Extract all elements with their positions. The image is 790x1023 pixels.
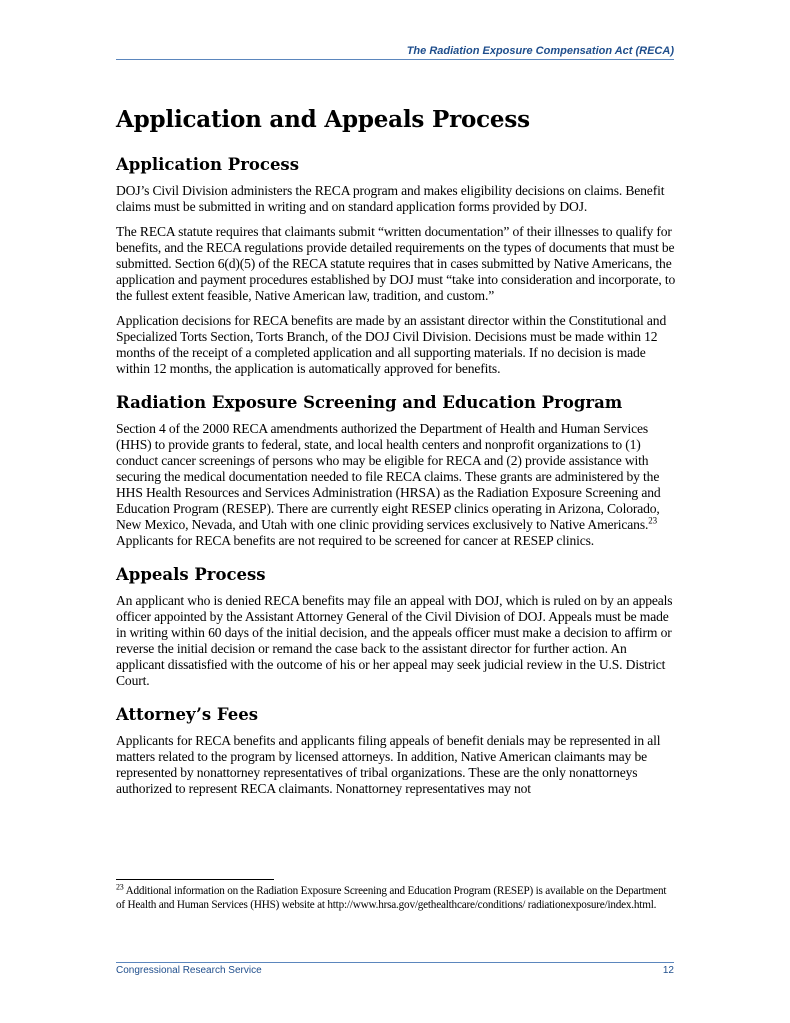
footnote-number: 23 [116, 882, 124, 892]
paragraph-text: Applicants for RECA benefits are not required to be screened for cancer at RESEP clinics. [116, 533, 595, 548]
section-heading-resep: Radiation Exposure Screening and Education Program [116, 393, 623, 412]
footnote-rule [116, 879, 274, 880]
paragraph: Application decisions for RECA benefits are made by an assistant director within the Constitutional and Specialized Torts Section, Torts Branch, of the DOJ Civil Division. Decisions must be made within 12 months of the receipt of a completed application and all supporting materials. If no decision is made within 12 months, the application is automatically approved for benefits. [116, 313, 667, 376]
page-title: Application and Appeals Process [116, 106, 530, 133]
footnote-text: Additional information on the Radiation Exposure Screening and Education Program (RESEP) is available on the Department of Health and Human Services (HHS) website at http://www.hrsa.gov/gethealthcare/conditions/ radiationexposure/index.html. [116, 885, 667, 911]
footnote-reference[interactable]: 23 [648, 515, 657, 526]
paragraph [116, 421, 676, 549]
main-content [116, 106, 676, 806]
footer-rule [116, 962, 674, 963]
page-number: 12 [662, 965, 674, 976]
section-heading-application: Application Process [116, 155, 300, 174]
paragraph: Applicants for RECA benefits and applicants filing appeals of benefit denials may be represented in all matters related to the program by licensed attorneys. In addition, Native American claimants may be represented by nonattorney representatives of tribal organizations. These are the only nonattorneys authorized to represent RECA claimants. Nonattorney representatives may not [116, 733, 661, 796]
footer-publisher: Congressional Research Service [116, 965, 262, 976]
paragraph: DOJ’s Civil Division administers the RECA program and makes eligibility decisions on claims. Benefit claims must be submitted in writing and on standard application forms provided by DOJ. [116, 183, 665, 214]
paragraph-text: Section 4 of the 2000 RECA amendments authorized the Department of Health and Human Services (HHS) to provide grants to federal, state, and local health centers and nonprofit organizations to (1) conduct cancer screenings of persons who may be eligible for RECA and (2) provide assistance with securing the medical documentation needed to file RECA claims. These grants are administered by the HHS Health Resources and Services Administration (HRSA) as the Radiation Exposure Screening and Education Program (RESEP). There are currently eight RESEP clinics operating in Arizona, Colorado, New Mexico, Nevada, and Utah with one clinic providing services exclusively to Native Americans. [116, 421, 661, 532]
section-heading-appeals: Appeals Process [116, 565, 266, 584]
page-footer [116, 965, 674, 976]
paragraph: The RECA statute requires that claimants submit “written documentation” of their illnesses to qualify for benefits, and the RECA regulations provide detailed requirements on the types of documents that must be submitted. Section 6(d)(5) of the RECA statute requires that in cases submitted by Native Americans, the application and payment procedures established by DOJ must “take into consideration and incorporate, to the fullest extent feasible, Native American law, tradition, and custom.” [116, 224, 676, 303]
header-rule [116, 59, 674, 60]
running-header: The Radiation Exposure Compensation Act (RECA) [406, 45, 674, 57]
footnote [116, 882, 676, 912]
section-heading-attorney-fees: Attorney’s Fees [116, 705, 259, 724]
paragraph: An applicant who is denied RECA benefits may file an appeal with DOJ, which is ruled on by an appeals officer appointed by the Assistant Attorney General of the Civil Division of DOJ. Appeals must be made in writing within 60 days of the initial decision, and the appeals officer must make a decision to affirm or reverse the initial decision or remand the case back to the assistant director for further action. An applicant dissatisfied with the outcome of his or her appeal may seek judicial review in the U.S. District Court. [116, 593, 673, 688]
